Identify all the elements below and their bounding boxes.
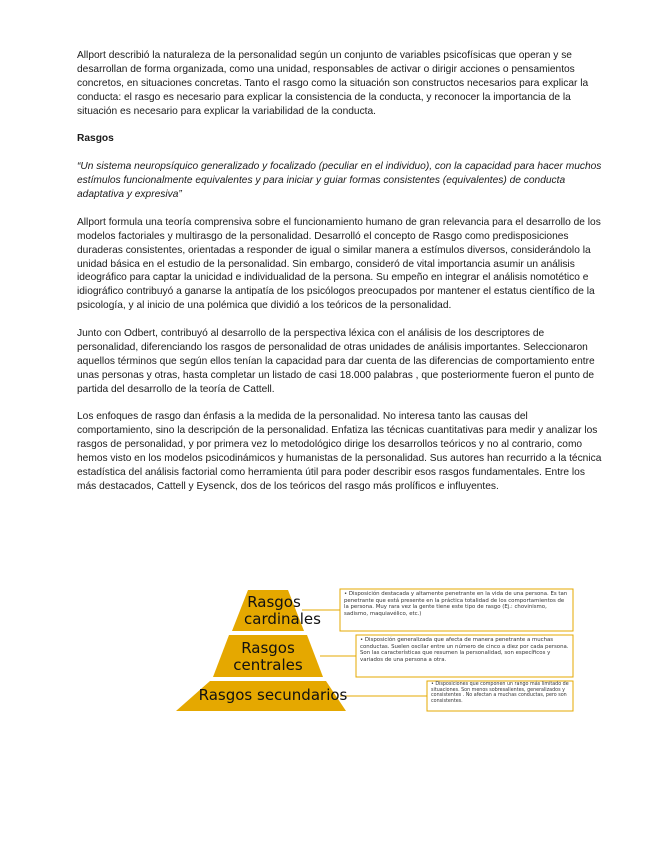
- paragraph-intro: Allport describió la naturaleza de la personalidad según un conjunto de variables psicofísicas que operan y se desarrollan de forma organizada, como una unidad, responsables de activar o dirigir acciones o pensamientos concretos, en situaciones concretas. Tanto el rasgo como la situación son constructos necesarios para explicar la conducta: el rasgo es necesario para explicar la consistencia de la conducta, y reconocer la importancia de la situación es necesario para explicar la variabilidad de la conducta.: [77, 50, 589, 117]
- body-text: [77, 49, 605, 508]
- tier-central-label: Rasgos centrales: [233, 639, 303, 674]
- tier-central-description: • Disposición generalizada que afecta de manera penetrante a muchas conductas. Suelen oscilar entre un número de cinco a diez por cada persona. Son las características que resumen la personalidad, son específicos y variados de una persona a otra.: [360, 637, 569, 663]
- tier-cardinal-label: Rasgos cardinales: [244, 593, 321, 628]
- paragraph-enfoques: Los enfoques de rasgo dan énfasis a la medida de la personalidad. No interesa tanto las causas del comportamiento, sino la descripción de la personalidad. Enfatiza las técnicas cuantitativas para medir y analizar los rasgos de personalidad, y por primera vez lo metodológico dirige los desarrollos teóricos y no al contrario, como hemos visto en los modelos psicodinámicos y humanistas de la personalidad. Sus autores han recurrido a la técnica estadística del análisis factorial como herramienta útil para poder describir esos rasgos fundamentales. Entre los más destacados, Cattell y Eysenck, dos de los teóricos del rasgo más prolíficos e influyentes.: [77, 411, 602, 493]
- paragraph-allport: Allport formula una teoría comprensiva sobre el funcionamiento humano de gran relevancia para el desarrollo de los modelos factoriales y multirasgo de la personalidad. Desarrolló el concepto de Rasgo como predisposiciones duraderas consistentes, orientadas a responder de igual o similar manera a estímulos diversos, considerándolo la unidad básica en el estudio de la personalidad. Sin embargo, consideró de vital importancia asumir un análisis ideográfico para captar la unicidad e individualidad de la persona. Su empeño en integrar el análisis nomotético e idiográfico contribuyó a ganarse la antipatía de los psicólogos preocupados por mantener el estatus científico de la psicología, y al inicio de una polémica que dividió a los teóricos de la personalidad.: [77, 216, 601, 312]
- tier-cardinal-description: • Disposición destacada y altamente penetrante en la vida de una persona. Es tan penetrante que está presente en la práctica totalidad de los comportamientos de la persona. Muy rara vez la gente tiene este tipo de rasgo (Ej.: chovinismo, sadismo, maquiavélico, etc.): [344, 591, 568, 617]
- paragraph-odbert: Junto con Odbert, contribuyó al desarrollo de la perspectiva léxica con el análisis de los descriptores de personalidad, diferenciando los rasgos de personalidad de otras unidades de análisis importantes. Seleccionaron aquellos términos que según ellos tenían la capacidad para dar cuenta de las diferencias de comportamiento entre unas personas y otras, hasta completar un listado de casi 18.000 palabras , que posteriormente fueron el punto de partida del desarrollo de la teoría de Cattell.: [77, 328, 595, 395]
- tier-secondary-label: Rasgos secundarios: [198, 686, 348, 704]
- definition-quote: “Un sistema neuropsíquico generalizado y focalizado (peculiar en el individuo), con la capacidad para hacer muchos estímulos funcionalmente equivalentes y para iniciar y guiar formas consistentes (equivalentes) de conducta adaptativa y expresiva”: [77, 161, 602, 201]
- tier-secondary-description: • Disposiciones que componen un rango más limitado de situaciones. Son menos sobresalientes, generalizados y consistentes . No afectan a muchas conductas, pero son consistentes.: [431, 682, 569, 704]
- section-heading: Rasgos: [77, 133, 114, 145]
- traits-pyramid-figure: [156, 585, 577, 715]
